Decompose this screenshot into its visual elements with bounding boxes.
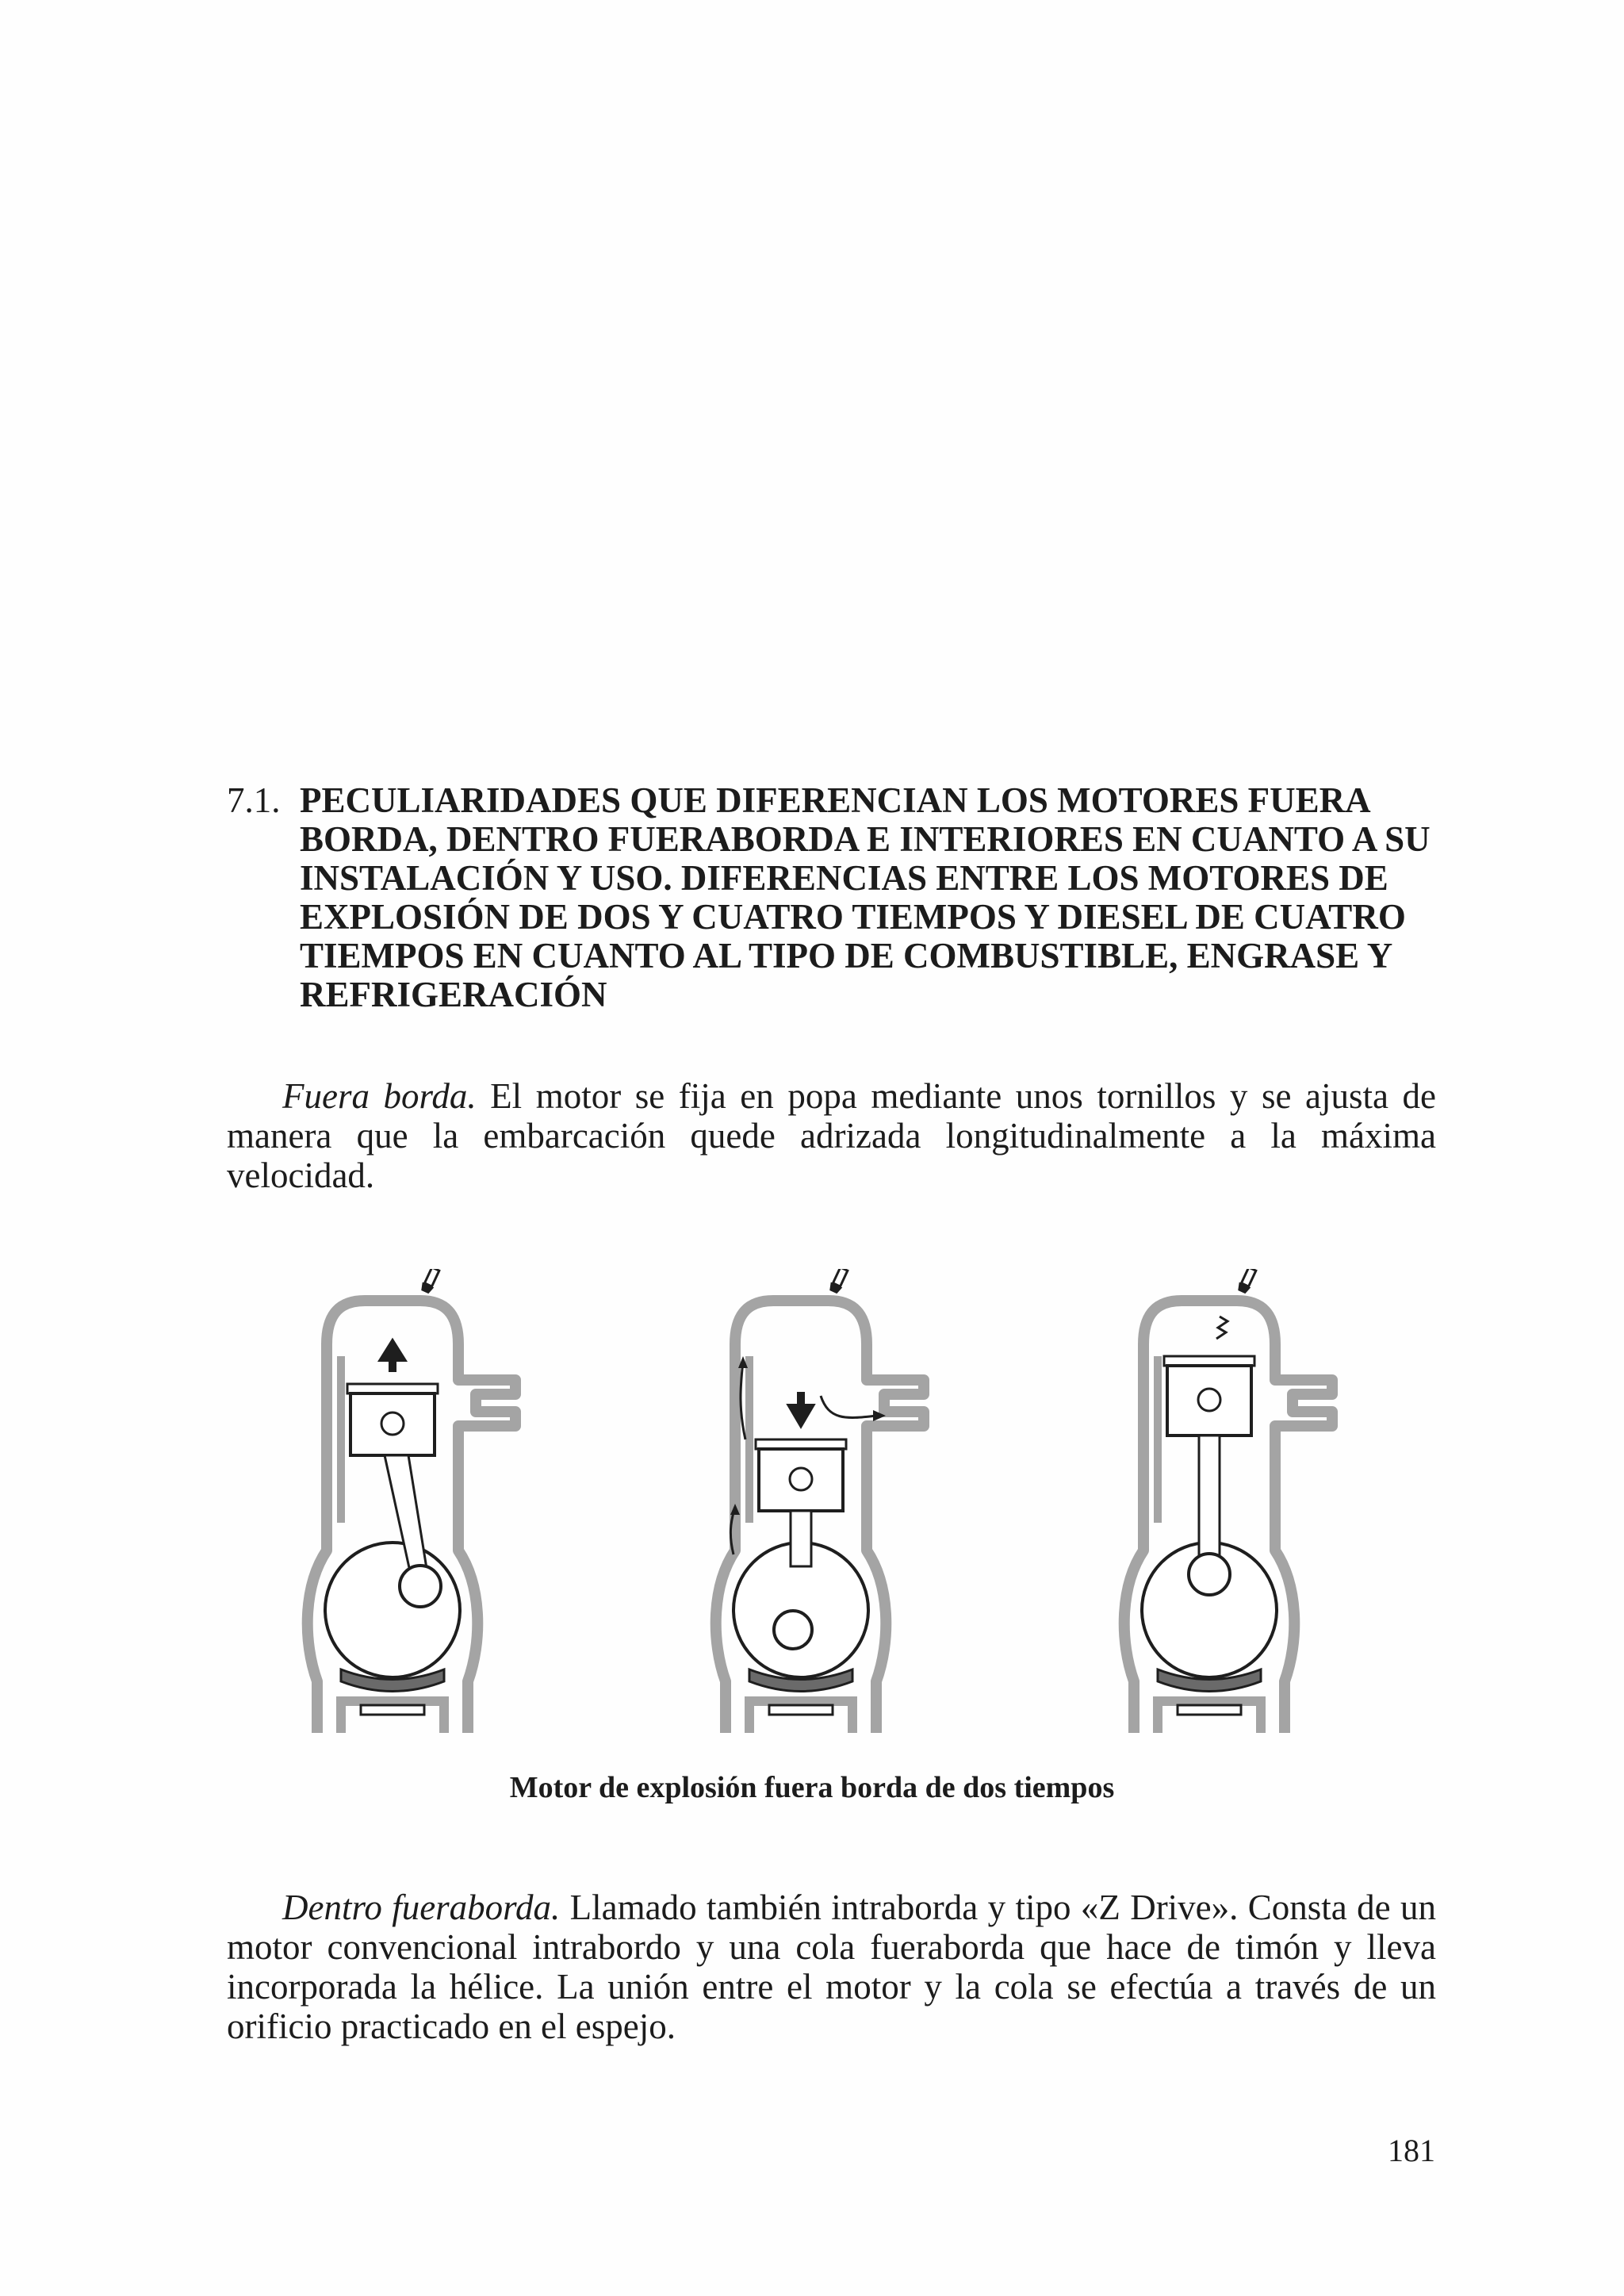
engine-2 xyxy=(716,1269,924,1733)
engine-1 xyxy=(308,1269,515,1733)
two-stroke-engine-diagram xyxy=(293,1269,1356,1753)
paragraph-fuera-borda xyxy=(227,1076,1436,1195)
engine-3 xyxy=(1124,1269,1332,1733)
page-number: 181 xyxy=(1388,2133,1435,2168)
engine-figure xyxy=(293,1269,1356,1753)
figure-caption: Motor de explosión fuera borda de dos tiempos xyxy=(509,1771,1115,1804)
paragraph-lead: Fuera borda. xyxy=(282,1076,477,1116)
paragraph-text: El motor se fija en popa mediante unos tornillos y se ajusta de manera que la embarcación quede adrizada longitudinalmente a la máxima velocidad. xyxy=(227,1076,1436,1195)
section-title: PECULIARIDADES QUE DIFERENCIAN LOS MOTORES FUERA BORDA, DENTRO FUERABORDA E INTERIORES EN CUANTO A SU INSTALACIÓN Y USO. DIFERENCIAS ENTRE LOS MOTORES DE EXPLOSIÓN DE DOS Y CUATRO TIEMPOS Y DIESEL DE CUATRO TIEMPOS EN CUANTO AL TIPO DE COMBUSTIBLE, ENGRASE Y REFRIGERACIÓN xyxy=(300,780,1431,1014)
section-number: 7.1. xyxy=(227,780,281,820)
paragraph-dentro-fueraborda xyxy=(227,1888,1436,2046)
paragraph-text: Llamado también intraborda y tipo «Z Drive». Consta de un motor convencional intrabordo y una cola fueraborda que hace de timón y lleva incorporada la hélice. La unión entre el motor y la cola se efectúa a través de un orificio practicado en el espejo. xyxy=(227,1888,1436,2046)
paragraph-lead: Dentro fueraborda. xyxy=(282,1888,561,1927)
